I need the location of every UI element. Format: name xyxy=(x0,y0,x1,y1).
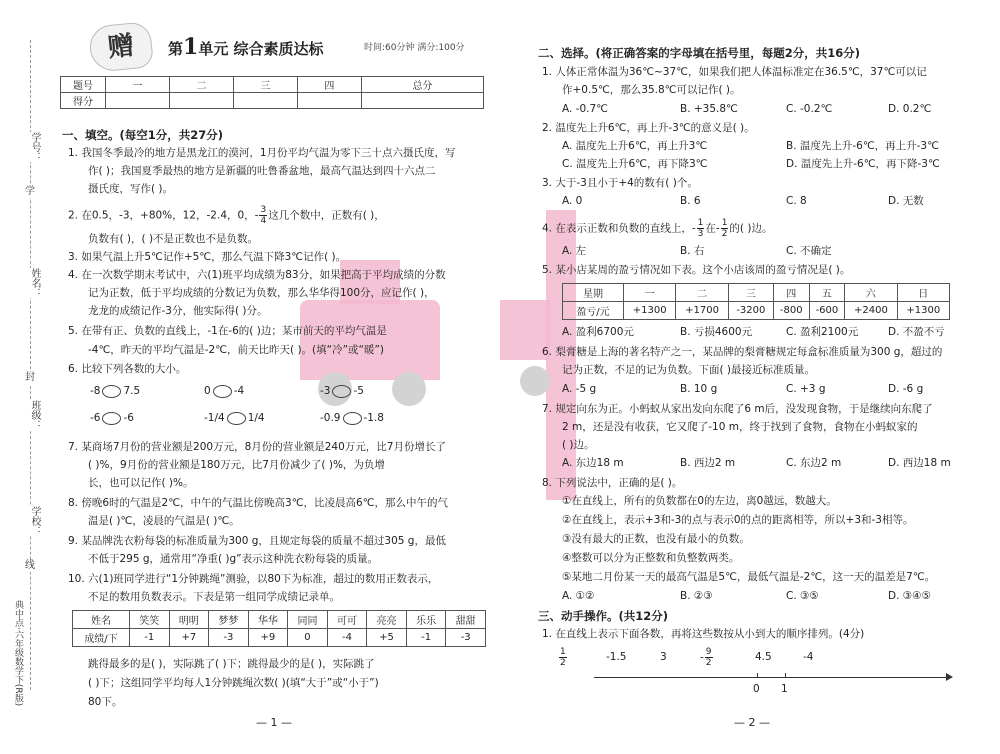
table-cell: -3 xyxy=(446,629,486,647)
table-cell: 梦梦 xyxy=(209,611,249,629)
number-line-arrow-icon xyxy=(946,673,953,681)
q4-line: 龙龙的成绩记作-3分，他实际得( )分。 xyxy=(88,305,268,317)
option[interactable]: B. 右 xyxy=(680,245,705,257)
table-cell: +5 xyxy=(367,629,407,647)
option[interactable]: A. 温度先上升6℃，再上升3℃ xyxy=(562,140,708,152)
table-cell: 成绩/下 xyxy=(73,629,130,647)
compare-item: 0 -4 xyxy=(204,385,245,397)
option[interactable]: B. 西边2 m xyxy=(680,457,736,469)
student-id-label: 学号： xyxy=(20,132,40,162)
seal-char: 学 xyxy=(20,186,40,198)
table-cell: 可可 xyxy=(327,611,367,629)
axis-label-zero: 0 xyxy=(753,683,760,695)
score-header: 题号 xyxy=(61,77,106,93)
option[interactable]: A. 0 xyxy=(562,195,583,207)
option[interactable]: C. ③⑤ xyxy=(786,590,819,602)
option[interactable]: D. 西边18 m xyxy=(888,457,951,469)
page-number: — 1 — xyxy=(256,716,292,729)
unit-meta: 时间:60分钟 满分:100分 xyxy=(364,43,465,53)
option[interactable]: D. 温度先上升-6℃，再下降-3℃ xyxy=(786,158,940,170)
number-item: -1.5 xyxy=(606,651,627,663)
table-cell: +1300 xyxy=(624,302,676,320)
choice-q7-line: 2 m，还是没有收获，它又爬了-10 m，终于找到了食物，食物在小蚂蚁家的 xyxy=(562,421,918,433)
table-cell: +9 xyxy=(248,629,288,647)
table-cell: 姓名 xyxy=(73,611,130,629)
q10-line: 不足的数用负数表示。下表是第一组同学成绩记录单。 xyxy=(88,591,340,603)
score-table xyxy=(60,76,484,109)
q2-line: 负数有( )，( )不是正数也不是负数。 xyxy=(88,233,259,245)
fraction: $\frac{9}{2}$ xyxy=(705,647,712,668)
option[interactable]: D. -6 g xyxy=(888,383,924,395)
option[interactable]: C. 东边2 m xyxy=(786,457,842,469)
table-cell: +1700 xyxy=(676,302,728,320)
option[interactable]: A. -5 g xyxy=(562,383,597,395)
q7-line: 7. 某商场7月份的营业额是200万元，8月份的营业额是240万元，比7月份增长了 xyxy=(68,441,446,453)
score-cell[interactable] xyxy=(169,93,233,109)
compare-circle[interactable] xyxy=(227,412,246,425)
seal-char: 封 xyxy=(20,372,40,384)
table-cell: 一 xyxy=(624,284,676,302)
compare-item: -0.9 -1.8 xyxy=(320,412,384,424)
table-cell: +1300 xyxy=(897,302,949,320)
gift-badge: 赠 xyxy=(88,21,154,73)
table-cell: 0 xyxy=(288,629,328,647)
statement: ④整数可以分为正整数和负整数两类。 xyxy=(562,552,740,564)
choice-q8-line: 8. 下列说法中，正确的是( )。 xyxy=(542,477,683,489)
q2-line: 2. 在0.5，-3，+80%，12，-2.4，0，- $\frac{3}{4}$ 这几个数中，正数有( )， xyxy=(68,205,385,226)
number-item: -4 xyxy=(803,651,814,663)
choice-q6-line: 记为正数，不足的记为负数。下面( )最接近标准质量。 xyxy=(562,364,816,376)
choice-q7-line: ( )边。 xyxy=(562,439,595,451)
score-header: 二 xyxy=(169,77,233,93)
option[interactable]: A. 盈利6700元 xyxy=(562,326,634,338)
right-page xyxy=(500,0,1000,754)
table-cell: 二 xyxy=(676,284,728,302)
number-line[interactable] xyxy=(594,677,948,678)
choice-q5-line: 5. 某小店某周的盈亏情况如下表。这个小店该周的盈亏情况是( )。 xyxy=(542,264,851,276)
number-item: 4.5 xyxy=(755,651,772,663)
option[interactable]: A. 左 xyxy=(562,245,587,257)
table-cell: 亮亮 xyxy=(367,611,407,629)
option[interactable]: D. 无数 xyxy=(888,195,924,207)
statement: ⑤某地二月份某一天的最高气温是5℃，最低气温是-2℃，这一天的温差是7℃。 xyxy=(562,571,936,583)
axis-label-one: 1 xyxy=(781,683,788,695)
section-operation-heading: 三、动手操作。(共12分) xyxy=(538,609,669,623)
option[interactable]: D. ③④⑤ xyxy=(888,590,931,602)
number-item xyxy=(558,647,568,668)
fraction: $\frac{1}{2}$ xyxy=(721,218,728,239)
option[interactable]: D. 不盈不亏 xyxy=(888,326,945,338)
q8-line: 8. 傍晚6时的气温是2℃，中午的气温比傍晚高3℃，比凌晨高6℃，那么中午的气 xyxy=(68,497,448,509)
score-header: 四 xyxy=(297,77,361,93)
option[interactable]: C. 温度先上升6℃，再下降3℃ xyxy=(562,158,708,170)
table-cell: 甜甜 xyxy=(446,611,486,629)
number-item: - $\frac{9}{2}$ xyxy=(700,647,712,668)
compare-circle[interactable] xyxy=(213,385,232,398)
q5-line: -4℃，昨天的平均气温是-2℃，前天比昨天( )。(填“冷”或“暖”) xyxy=(88,344,385,356)
q10-line: 10. 六(1)班同学进行“1分钟跳绳”测验，以80下为标准，超过的数用正数表示， xyxy=(68,573,439,585)
choice-q3-line: 3. 大于-3且小于+4的数有( )个。 xyxy=(542,177,698,189)
option[interactable]: B. 6 xyxy=(680,195,701,207)
q10-line: 跳得最多的是( )，实际跳了( )下；跳得最少的是( )，实际跳了 xyxy=(88,658,375,670)
option[interactable]: C. 不确定 xyxy=(786,245,832,257)
compare-circle[interactable] xyxy=(102,385,121,398)
table-cell: -4 xyxy=(327,629,367,647)
unit-title: 第1单元 综合素质达标 xyxy=(168,34,324,60)
compare-item: -1/4 1/4 xyxy=(204,412,265,424)
q9-line: 不低于295 g，通常用“净重( )g”表示这种洗衣粉每袋的质量。 xyxy=(88,553,379,565)
table-cell: -3200 xyxy=(728,302,773,320)
table-cell: 乐乐 xyxy=(406,611,446,629)
watermark-shape xyxy=(300,300,440,380)
choice-q1-line: 作+0.5℃，那么35.8℃可以记作( )。 xyxy=(562,84,741,96)
q10-line: 80下。 xyxy=(88,696,123,708)
q1-line: 作( )；我国夏季最热的地方是新疆的吐鲁番盆地，最高气温达到四十六点二 xyxy=(88,165,436,177)
brand-label: 典中点·六年级数学下(R版) xyxy=(13,600,23,707)
choice-q1-line: 1. 人体正常体温为36℃~37℃，如果我们把人体温标准定在36.5℃，37℃可以记 xyxy=(542,66,927,78)
number-item: 3 xyxy=(660,651,667,663)
shop-profit-table xyxy=(562,283,950,320)
table-cell: 华华 xyxy=(248,611,288,629)
option[interactable]: B. 温度先上升-6℃，再上升-3℃ xyxy=(786,140,939,152)
jump-rope-table xyxy=(72,610,486,647)
q7-line: 长，也可以记作( )%。 xyxy=(88,477,194,489)
option[interactable]: B. +35.8℃ xyxy=(680,103,738,115)
fraction: $\frac{3}{4}$ xyxy=(260,205,267,226)
q3-line: 3. 如果气温上升5℃记作+5℃，那么气温下降3℃记作( )。 xyxy=(68,251,347,263)
compare-circle[interactable] xyxy=(332,385,351,398)
name-label: 姓名： xyxy=(20,268,40,298)
number-line-tick xyxy=(785,673,786,678)
option[interactable]: B. 亏损4600元 xyxy=(680,326,753,338)
table-cell: -1 xyxy=(130,629,170,647)
seal-char: 线 xyxy=(20,560,40,572)
fraction: $\frac{1}{3}$ xyxy=(697,218,704,239)
q5-line: 5. 在带有正、负数的直线上，-1在-6的( )边；某市前天的平均气温是 xyxy=(68,325,387,337)
table-cell: 明明 xyxy=(169,611,209,629)
q4-line: 记为正数，低于平均成绩的分数记为负数，那么华华得100分，应记作( )， xyxy=(88,287,435,299)
choice-q6-line: 6. 梨膏糖是上海的著名特产之一，某品牌的梨膏糖规定每盒标准质量为300 g，超过的 xyxy=(542,346,943,358)
q1-line: 摄氏度，写作( )。 xyxy=(88,183,174,195)
operation-q1-line: 1. 在直线上表示下面各数，再将这些数按从小到大的顺序排列。(4分) xyxy=(542,628,865,640)
q9-line: 9. 某品牌洗衣粉每袋的标准质量为300 g，且规定每袋的质量不超过305 g，最低 xyxy=(68,535,446,547)
compare-circle[interactable] xyxy=(343,412,362,425)
q8-line: 温是( )℃，凌晨的气温是( )℃。 xyxy=(88,515,240,527)
option[interactable]: B. ②③ xyxy=(680,590,713,602)
score-header: 总分 xyxy=(361,77,483,93)
table-cell: 星期 xyxy=(563,284,624,302)
option[interactable]: C. 盈利2100元 xyxy=(786,326,859,338)
table-cell: 日 xyxy=(897,284,949,302)
choice-q2-line: 2. 温度先上升6℃，再上升-3℃的意义是( )。 xyxy=(542,122,755,134)
table-cell: 四 xyxy=(773,284,809,302)
score-row-label: 得分 xyxy=(61,93,106,109)
q10-line: ( )下；这组同学平均每人1分钟跳绳次数( )(填“大于”或“小于”) xyxy=(88,677,379,689)
option[interactable]: C. +3 g xyxy=(786,383,826,395)
q1-line: 1. 我国冬季最冷的地方是黑龙江的漠河，1月份平均气温为零下三十点六摄氏度，写 xyxy=(68,147,456,159)
class-label: 班级： xyxy=(20,400,40,430)
table-cell: 三 xyxy=(728,284,773,302)
table-cell: -3 xyxy=(209,629,249,647)
q6-line: 6. 比较下列各数的大小。 xyxy=(68,363,187,375)
table-cell: 五 xyxy=(809,284,845,302)
compare-circle[interactable] xyxy=(102,412,121,425)
q7-line: ( )%，9月份的营业额是180万元，比7月份减少了( )%，为负增 xyxy=(88,459,385,471)
choice-q7-line: 7. 规定向东为正。小蚂蚁从家出发向东爬了6 m后，没发现食物，于是继续向东爬了 xyxy=(542,403,933,415)
option[interactable]: C. 8 xyxy=(786,195,807,207)
statement: ①在直线上，所有的负数都在0的左边，离0越远，数越大。 xyxy=(562,495,837,507)
statement: ③没有最大的正数，也没有最小的负数。 xyxy=(562,533,750,545)
watermark-wheel xyxy=(392,372,426,406)
option[interactable]: A. -0.7℃ xyxy=(562,103,608,115)
option[interactable]: A. 东边18 m xyxy=(562,457,624,469)
school-label: 学校： xyxy=(20,506,40,536)
table-cell: +7 xyxy=(169,629,209,647)
compare-item: -8 7.5 xyxy=(90,385,141,397)
table-cell: -600 xyxy=(809,302,845,320)
statement: ②在直线上，表示+3和-3的点与表示0的点的距离相等，所以+3和-3相等。 xyxy=(562,514,914,526)
compare-item: -3 -5 xyxy=(320,385,364,397)
fraction: $\frac{1}{2}$ xyxy=(560,647,566,668)
score-header: 一 xyxy=(106,77,170,93)
table-cell: +2400 xyxy=(845,302,897,320)
table-cell: -800 xyxy=(773,302,809,320)
compare-item: -6 -6 xyxy=(90,412,134,424)
q4-line: 4. 在一次数学期末考试中，六(1)班平均成绩为83分，如果把高于平均成绩的分数 xyxy=(68,269,446,281)
table-cell: 笑笑 xyxy=(130,611,170,629)
table-cell: 同同 xyxy=(288,611,328,629)
section-fill-blank-heading: 一、填空。(每空1分，共27分) xyxy=(62,128,224,142)
option[interactable]: D. 0.2℃ xyxy=(888,103,932,115)
table-cell: -1 xyxy=(406,629,446,647)
binding-margin xyxy=(0,0,52,754)
watermark-wheel xyxy=(520,366,550,396)
score-header: 三 xyxy=(233,77,297,93)
option[interactable]: B. 10 g xyxy=(680,383,718,395)
option[interactable]: A. ①② xyxy=(562,590,595,602)
score-cell[interactable] xyxy=(106,93,170,109)
score-cell[interactable] xyxy=(233,93,297,109)
table-cell: 盈亏/元 xyxy=(563,302,624,320)
section-choice-heading: 二、选择。(将正确答案的字母填在括号里，每题2分，共16分) xyxy=(538,46,861,60)
number-line-tick xyxy=(757,673,758,678)
page-number: — 2 — xyxy=(734,716,770,729)
choice-q4-line: 4. 在表示正数和负数的直线上，- $\frac{1}{3}$ 在- $\frac{1}{2}$ 的( )边。 xyxy=(542,218,773,239)
option[interactable]: C. -0.2℃ xyxy=(786,103,833,115)
score-cell[interactable] xyxy=(297,93,361,109)
table-cell: 六 xyxy=(845,284,897,302)
score-cell[interactable] xyxy=(361,93,483,109)
